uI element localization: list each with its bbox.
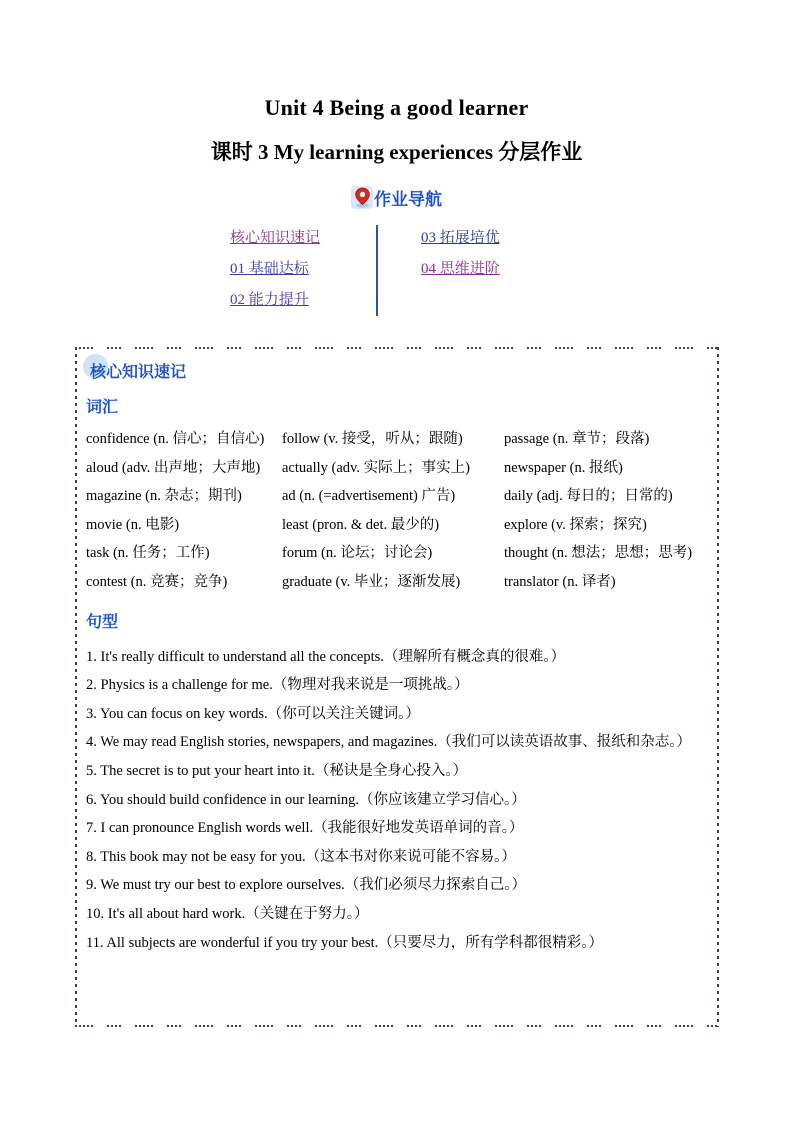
vocab-entry: task (n. 任务；工作) (86, 545, 210, 562)
vocab-entry: passage (n. 章节；段落) (504, 431, 650, 447)
nav-link-core-knowledge[interactable]: 核心知识速记 (230, 230, 321, 246)
vocab-entry: translator (n. 译者) (504, 573, 616, 590)
nav-right-column (421, 223, 511, 316)
nav-links (0, 223, 767, 316)
card-border-right (717, 347, 719, 1027)
vocab-entry: magazine (n. 杂志；期刊) (86, 488, 242, 505)
vocab-entry: least (pron. & det. 最少的) (282, 516, 440, 533)
vocab-entry: graduate (v. 毕业；逐渐发展) (282, 573, 461, 590)
vocab-entry: forum (n. 论坛；讨论会) (282, 545, 433, 562)
page-title: Unit 4 Being a good learner (264, 95, 529, 120)
homework-nav-label: 作业导航 (374, 190, 442, 209)
vocab-entry: follow (v. 接受，听从；跟随) (282, 431, 463, 447)
nav-left-column (230, 223, 334, 316)
vocab-entry: newspaper (n. 报纸) (504, 459, 623, 476)
vocab-entry: movie (n. 电影) (86, 516, 180, 533)
homework-nav-heading (0, 185, 793, 210)
sentence-item: 1. It's really difficult to understand all the concepts.（理解所有概念真的很难。） (86, 648, 566, 665)
vocab-entry: actually (adv. 实际上；事实上) (282, 459, 470, 476)
sentence-item: 7. I can pronounce English words well.（我能很好地发英语单词的音。） (86, 820, 524, 837)
core-knowledge-heading (86, 359, 186, 382)
sentence-list (86, 643, 708, 958)
sentence-item: 2. Physics is a challenge for me.（物理对我来说是一项挑战。） (86, 677, 469, 694)
card-border-bottom (75, 1025, 719, 1027)
card-border-top (75, 347, 719, 349)
vocab-entry: contest (n. 竞赛；竞争) (86, 573, 228, 590)
nav-link-01-basics[interactable]: 01 基础达标 (230, 261, 309, 277)
vocab-table (86, 425, 708, 597)
sentence-item: 4. We may read English stories, newspapers, and magazines.（我们可以读英语故事、报纸和杂志。） (86, 734, 692, 751)
vocab-entry: thought (n. 想法；思想；思考) (504, 545, 693, 562)
nav-link-04-thinking[interactable]: 04 思维进阶 (421, 261, 500, 277)
vocab-entry: confidence (n. 信心；自信心) (86, 431, 265, 447)
sentence-item: 9. We must try our best to explore ourselves.（我们必须尽力探索自己。） (86, 877, 526, 894)
sentence-item: 6. You should build confidence in our learning.（你应该建立学习信心。） (86, 791, 526, 808)
vocab-entry: ad (n. (=advertisement) 广告) (282, 488, 456, 505)
vocab-heading: 词汇 (86, 399, 119, 416)
vocab-entry: daily (adj. 每日的；日常的) (504, 488, 673, 505)
card-border-left (75, 347, 77, 1027)
page-subtitle: 课时 3 My learning experiences 分层作业 (210, 140, 583, 164)
sentence-item: 11. All subjects are wonderful if you try your best.（只要尽力，所有学科都很精彩。） (86, 934, 603, 951)
vocab-entry: explore (v. 探索；探究) (504, 516, 647, 533)
map-pin-icon (351, 186, 373, 209)
nav-link-02-ability[interactable]: 02 能力提升 (230, 292, 309, 308)
nav-link-03-extension[interactable]: 03 拓展培优 (421, 230, 500, 246)
sentence-item: 5. The secret is to put your heart into it.（秘诀是全身心投入。） (86, 762, 468, 779)
sentence-item: 3. You can focus on key words.（你可以关注关键词。） (86, 705, 420, 722)
nav-divider (376, 225, 378, 316)
vocab-entry: aloud (adv. 出声地；大声地) (86, 459, 261, 476)
sentence-item: 8. This book may not be easy for you.（这本书对你来说可能不容易。） (86, 848, 516, 865)
core-knowledge-heading-label: 核心知识速记 (90, 364, 187, 381)
knowledge-card (75, 347, 719, 1027)
sentences-heading: 句型 (86, 613, 119, 631)
sentence-item: 10. It's all about hard work.（关键在于努力。） (86, 905, 369, 922)
